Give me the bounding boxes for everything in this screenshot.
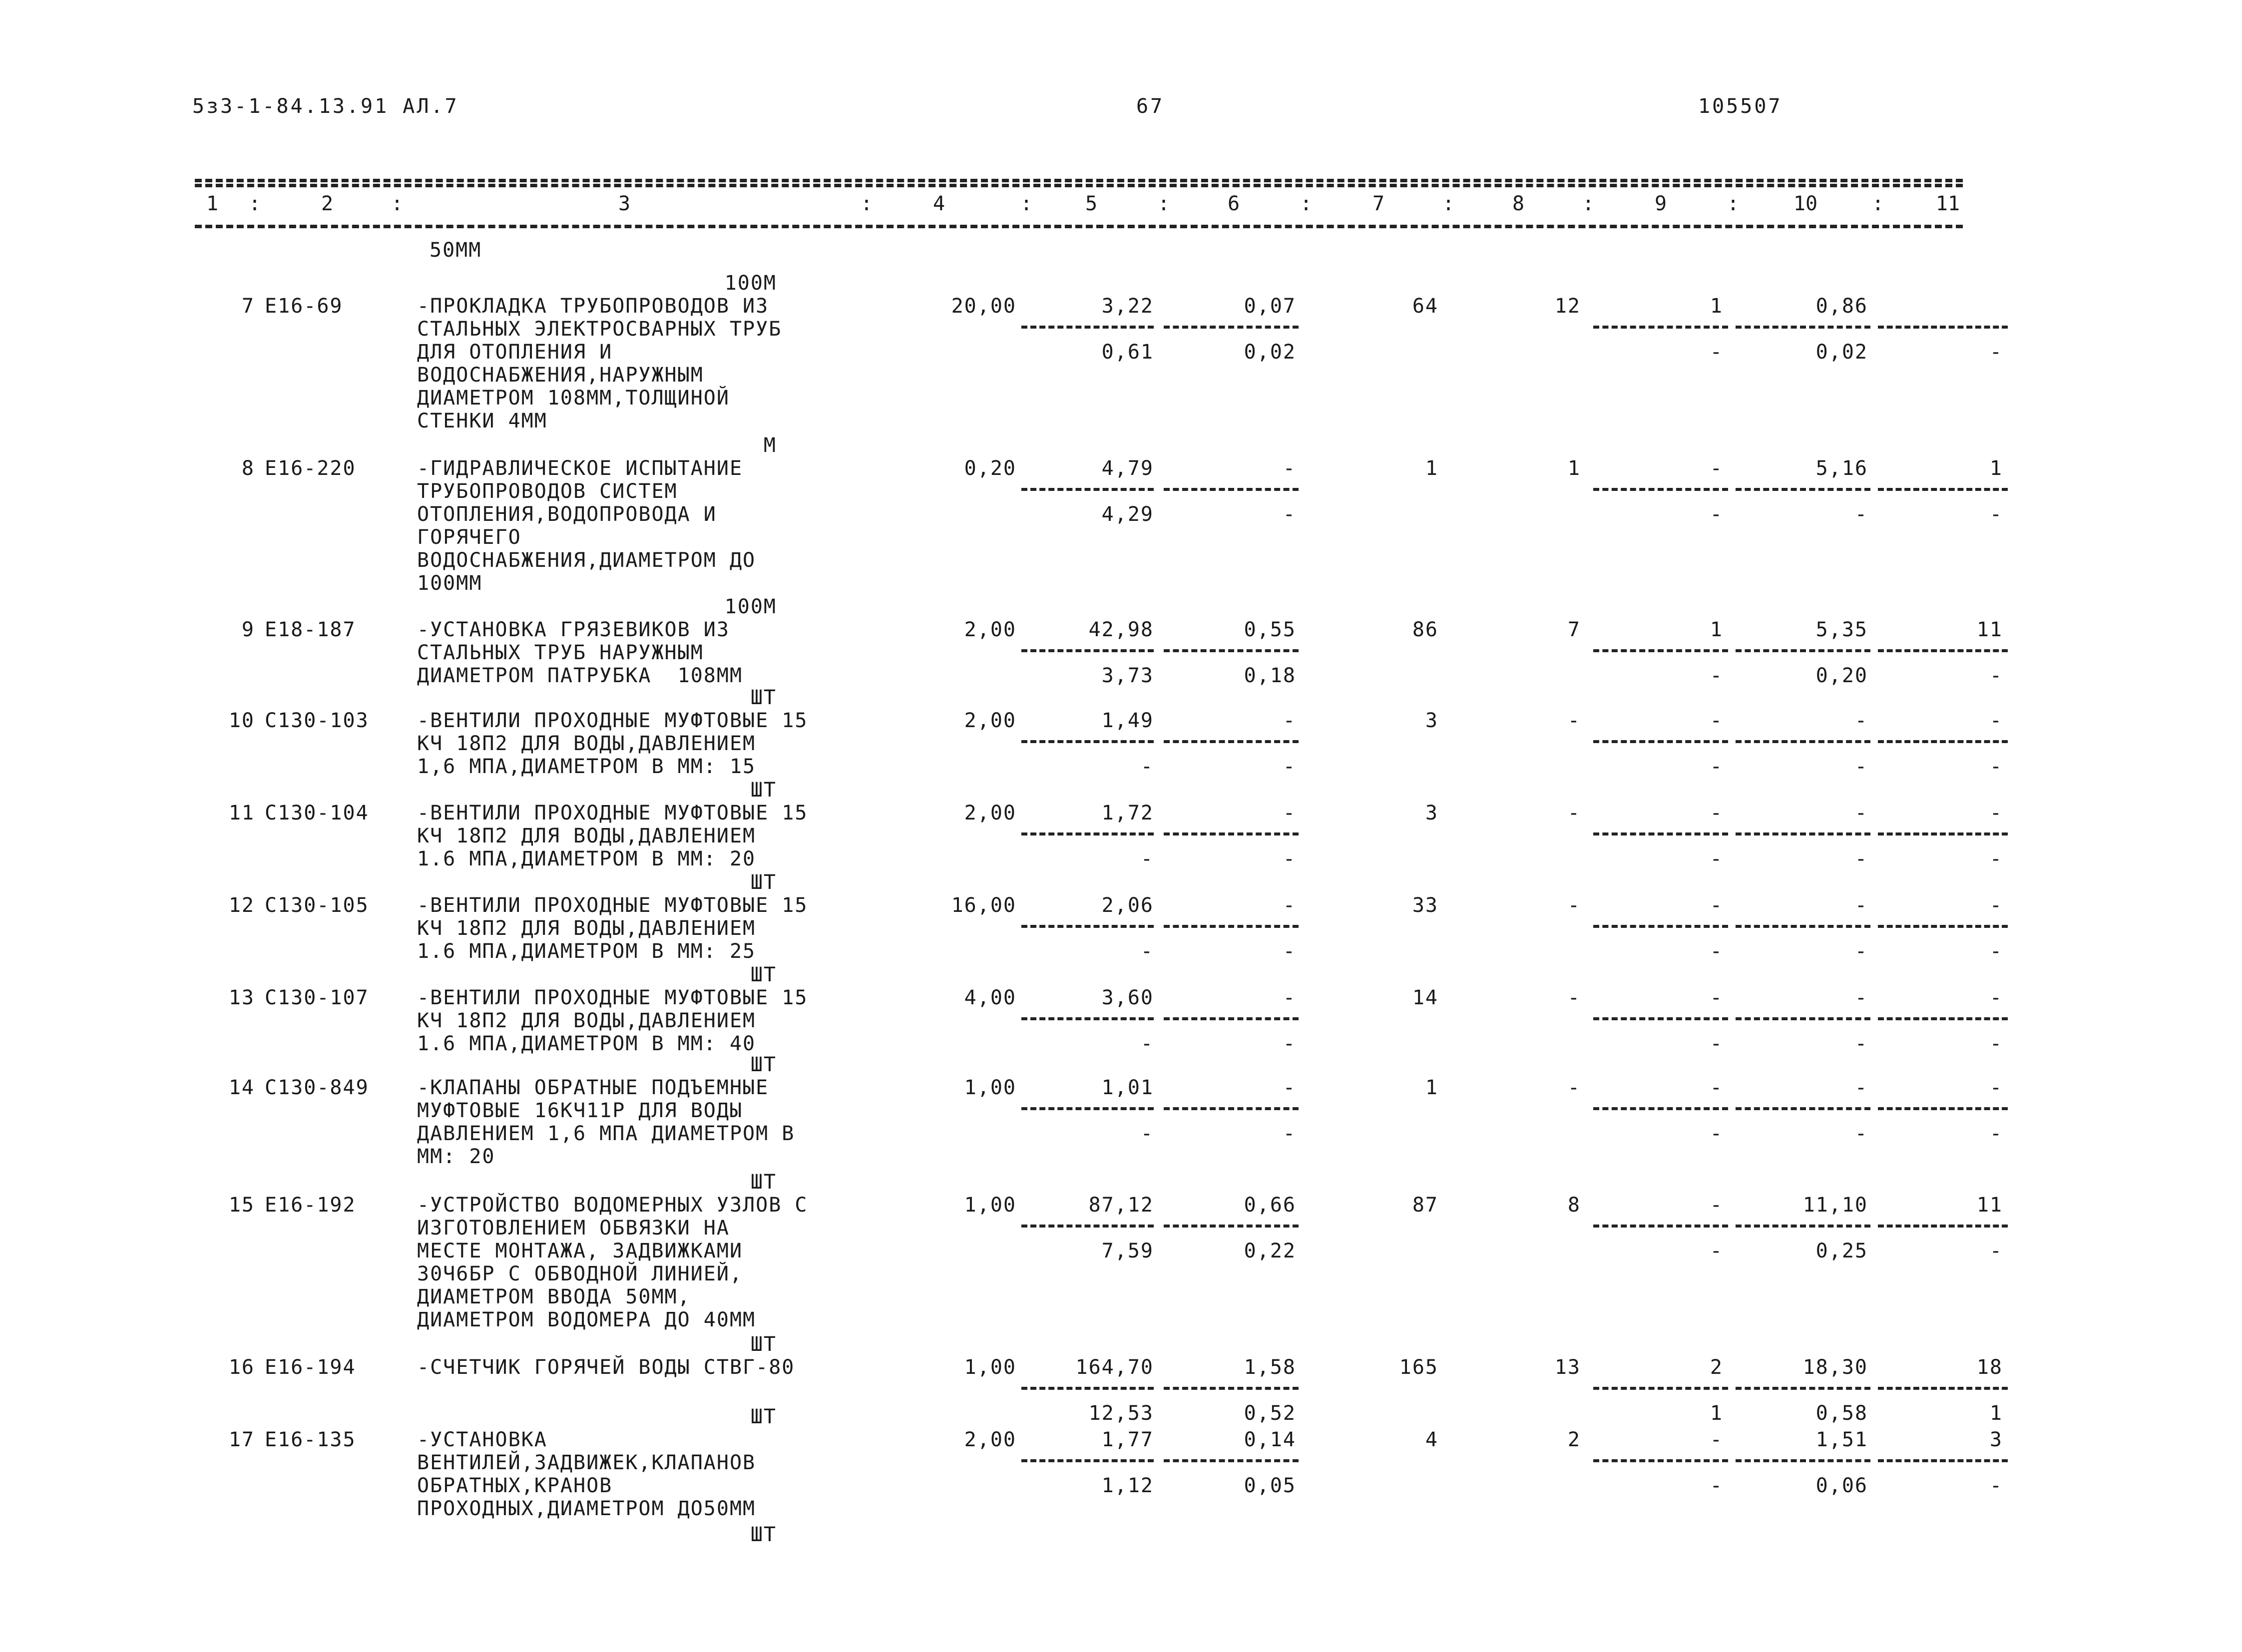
value-c8: -	[1567, 894, 1581, 917]
value-c9: -	[1710, 1194, 1723, 1217]
value-c11: 11	[1976, 1194, 2003, 1217]
table-top-rule-2	[195, 184, 1963, 187]
row-number: 14	[228, 1076, 255, 1099]
row-number: 13	[228, 986, 255, 1009]
value-c11: 3	[1989, 1428, 2003, 1451]
value-qty: 1,00	[964, 1076, 1016, 1099]
work-description: -СЧЕТЧИК ГОРЯЧЕЙ ВОДЫ СТВГ-80	[417, 1356, 795, 1379]
column-separator: :	[1300, 192, 1313, 215]
subvalue-c10: -	[1854, 755, 1868, 778]
work-description: -ПРОКЛАДКА ТРУБОПРОВОДОВ ИЗ СТАЛЬНЫХ ЭЛЕКТРОСВАРНЫХ ТРУБ ДЛЯ ОТОПЛЕНИЯ И ВОДОСНАБЖЕНИЯ,НАРУЖНЫМ ДИАМЕТРОМ 108ММ,ТОЛЩИНОЙ СТЕНКИ 4ММ	[417, 295, 782, 432]
rate-code: Е16-220	[265, 457, 356, 480]
value-c10: 5,35	[1815, 618, 1868, 641]
subvalue-c6: 0,02	[1244, 341, 1296, 364]
row-number: 11	[228, 802, 255, 825]
subvalue-c5: -	[1140, 847, 1154, 870]
separator-line-c9	[1593, 326, 1728, 329]
value-c7: 33	[1412, 894, 1438, 917]
work-description: -ВЕНТИЛИ ПРОХОДНЫЕ МУФТОВЫЕ 15 КЧ 18П2 ДЛЯ ВОДЫ,ДАВЛЕНИЕМ 1.6 МПА,ДИАМЕТРОМ В ММ: 25	[417, 894, 808, 963]
separator-line-c10	[1736, 925, 1870, 928]
column-separator: :	[1582, 192, 1595, 215]
separator-line-c11	[1878, 1387, 2008, 1390]
work-description: -УСТАНОВКА ГРЯЗЕВИКОВ ИЗ СТАЛЬНЫХ ТРУБ НАРУЖНЫМ ДИАМЕТРОМ ПАТРУБКА 108ММ	[417, 618, 743, 687]
separator-line-c11	[1878, 832, 2008, 835]
separator-line-c11	[1878, 1459, 2008, 1462]
work-description: -ВЕНТИЛИ ПРОХОДНЫЕ МУФТОВЫЕ 15 КЧ 18П2 ДЛЯ ВОДЫ,ДАВЛЕНИЕМ 1.6 МПА,ДИАМЕТРОМ В ММ: 20	[417, 802, 808, 870]
unit-label: ШТ	[750, 871, 777, 894]
work-description: -ВЕНТИЛИ ПРОХОДНЫЕ МУФТОВЫЕ 15 КЧ 18П2 ДЛЯ ВОДЫ,ДАВЛЕНИЕМ 1,6 МПА,ДИАМЕТРОМ В ММ: 15	[417, 709, 808, 778]
separator-line-c6	[1164, 1017, 1299, 1020]
value-c6: -	[1283, 457, 1296, 480]
column-header-6: 6	[1227, 192, 1240, 215]
rate-code: Е18-187	[265, 618, 356, 641]
column-header-9: 9	[1654, 192, 1667, 215]
value-c10: 5,16	[1815, 457, 1868, 480]
subvalue-c11: -	[1989, 664, 2003, 687]
value-c7: 1	[1425, 1076, 1438, 1099]
rate-code: С130-104	[265, 802, 369, 825]
subvalue-c9: -	[1710, 1122, 1723, 1145]
value-c8: -	[1567, 1076, 1581, 1099]
subvalue-c5: -	[1140, 1032, 1154, 1055]
value-c11: -	[1989, 986, 2003, 1009]
separator-line-c6	[1164, 832, 1299, 835]
column-header-10: 10	[1793, 192, 1818, 215]
separator-line-c11	[1878, 326, 2008, 329]
value-qty: 20,00	[951, 295, 1016, 318]
value-c8: 12	[1554, 295, 1581, 318]
value-c10: -	[1854, 986, 1868, 1009]
subvalue-c6: -	[1283, 755, 1296, 778]
column-separator: :	[248, 192, 261, 215]
separator-line-c11	[1878, 1017, 2008, 1020]
subvalue-c6: -	[1283, 1122, 1296, 1145]
subvalue-c9: -	[1710, 1032, 1723, 1055]
work-description: -ВЕНТИЛИ ПРОХОДНЫЕ МУФТОВЫЕ 15 КЧ 18П2 ДЛЯ ВОДЫ,ДАВЛЕНИЕМ 1.6 МПА,ДИАМЕТРОМ В ММ: 40	[417, 986, 808, 1055]
subvalue-c5: -	[1140, 755, 1154, 778]
separator-line-c9	[1593, 1387, 1728, 1390]
row-number: 9	[241, 618, 255, 641]
value-c5: 42,98	[1088, 618, 1154, 641]
column-separator: :	[860, 192, 873, 215]
value-c11: -	[1989, 709, 2003, 732]
separator-line-c9	[1593, 1225, 1728, 1228]
column-header-7: 7	[1372, 192, 1385, 215]
separator-line-c10	[1736, 326, 1870, 329]
separator-line-c6	[1164, 1225, 1299, 1228]
column-separator: :	[1157, 192, 1170, 215]
separator-line-c5	[1021, 1107, 1154, 1110]
value-c7: 1	[1425, 457, 1438, 480]
separator-line-c10	[1736, 1107, 1870, 1110]
subvalue-c11: -	[1989, 1122, 2003, 1145]
subvalue-c5: 4,29	[1101, 503, 1154, 526]
separator-line-c10	[1736, 649, 1870, 652]
separator-line-c9	[1593, 1017, 1728, 1020]
value-c5: 3,22	[1101, 295, 1154, 318]
value-c7: 64	[1412, 295, 1438, 318]
separator-line-c10	[1736, 488, 1870, 491]
row-number: 12	[228, 894, 255, 917]
value-qty: 4,00	[964, 986, 1016, 1009]
separator-line-c5	[1021, 1225, 1154, 1228]
work-description: -УСТРОЙСТВО ВОДОМЕРНЫХ УЗЛОВ С ИЗГОТОВЛЕНИЕМ ОБВЯЗКИ НА МЕСТЕ МОНТАЖА, ЗАДВИЖКАМИ 30Ч6БР С ОБВОДНОЙ ЛИНИЕЙ, ДИАМЕТРОМ ВВОДА 50ММ, ДИАМЕТРОМ ВОДОМЕРА ДО 40ММ	[417, 1194, 808, 1331]
work-description: -ГИДРАВЛИЧЕСКОЕ ИСПЫТАНИЕ ТРУБОПРОВОДОВ СИСТЕМ ОТОПЛЕНИЯ,ВОДОПРОВОДА И ГОРЯЧЕГО ВОДОСНАБЖЕНИЯ,ДИАМЕТРОМ ДО 100ММ	[417, 457, 756, 595]
value-c5: 3,60	[1101, 986, 1154, 1009]
separator-line-c6	[1164, 740, 1299, 743]
value-c7: 165	[1399, 1356, 1438, 1379]
column-header-3: 3	[618, 192, 631, 215]
value-c6: 0,66	[1244, 1194, 1296, 1217]
subvalue-c6: -	[1283, 503, 1296, 526]
separator-line-c9	[1593, 925, 1728, 928]
value-qty: 2,00	[964, 618, 1016, 641]
subvalue-c11: -	[1989, 755, 2003, 778]
subvalue-c10: 0,06	[1815, 1474, 1868, 1497]
subvalue-c11: -	[1989, 1474, 2003, 1497]
column-header-11: 11	[1935, 192, 1960, 215]
value-c6: 1,58	[1244, 1356, 1296, 1379]
column-header-2: 2	[321, 192, 334, 215]
separator-line-c9	[1593, 488, 1728, 491]
column-header-5: 5	[1085, 192, 1098, 215]
separator-line-c5	[1021, 832, 1154, 835]
subvalue-c6: -	[1283, 847, 1296, 870]
value-c9: 1	[1710, 618, 1723, 641]
value-c5: 4,79	[1101, 457, 1154, 480]
subvalue-c9: 1	[1710, 1402, 1723, 1425]
rate-code: С130-849	[265, 1076, 369, 1099]
separator-line-c10	[1736, 1225, 1870, 1228]
subvalue-c5: 1,12	[1101, 1474, 1154, 1497]
value-qty: 2,00	[964, 802, 1016, 825]
value-c7: 14	[1412, 986, 1438, 1009]
separator-line-c6	[1164, 649, 1299, 652]
separator-line-c9	[1593, 832, 1728, 835]
subvalue-c5: 3,73	[1101, 664, 1154, 687]
subvalue-c10: 0,25	[1815, 1239, 1868, 1262]
row-number: 17	[228, 1428, 255, 1451]
subvalue-c10: -	[1854, 1032, 1868, 1055]
column-separator: :	[1020, 192, 1033, 215]
separator-line-c6	[1164, 326, 1299, 329]
value-c10: 0,86	[1815, 295, 1868, 318]
subvalue-c10: -	[1854, 940, 1868, 963]
value-c9: -	[1710, 986, 1723, 1009]
rate-code: С130-105	[265, 894, 369, 917]
value-c10: -	[1854, 1076, 1868, 1099]
subvalue-c11: -	[1989, 503, 2003, 526]
column-separator: :	[1871, 192, 1884, 215]
subvalue-c5: -	[1140, 940, 1154, 963]
value-c5: 1,01	[1101, 1076, 1154, 1099]
value-c8: -	[1567, 802, 1581, 825]
value-c11: -	[1989, 894, 2003, 917]
value-c9: -	[1710, 894, 1723, 917]
separator-line-c6	[1164, 488, 1299, 491]
value-c6: -	[1283, 802, 1296, 825]
value-c7: 87	[1412, 1194, 1438, 1217]
work-description: -КЛАПАНЫ ОБРАТНЫЕ ПОДЪЕМНЫЕ МУФТОВЫЕ 16КЧ11Р ДЛЯ ВОДЫ ДАВЛЕНИЕМ 1,6 МПА ДИАМЕТРОМ В ММ: 20	[417, 1076, 795, 1168]
unit-label: ШТ	[750, 1405, 777, 1428]
lead-unit: 50ММ	[430, 239, 482, 262]
value-c10: 11,10	[1802, 1194, 1868, 1217]
work-description: -УСТАНОВКА ВЕНТИЛЕЙ,ЗАДВИЖЕК,КЛАПАНОВ ОБРАТНЫХ,КРАНОВ ПРОХОДНЫХ,ДИАМЕТРОМ ДО50ММ	[417, 1428, 756, 1520]
unit-label: ШТ	[750, 686, 777, 709]
table-header-rule	[195, 225, 1963, 228]
value-c11: 11	[1976, 618, 2003, 641]
value-c7: 4	[1425, 1428, 1438, 1451]
column-header-8: 8	[1512, 192, 1525, 215]
value-c8: 1	[1567, 457, 1581, 480]
value-c7: 3	[1425, 802, 1438, 825]
rate-code: Е16-135	[265, 1428, 356, 1451]
subvalue-c6: 0,52	[1244, 1402, 1296, 1425]
doc-number: 105507	[1698, 95, 1783, 118]
subvalue-c9: -	[1710, 1239, 1723, 1262]
value-c11: -	[1989, 802, 2003, 825]
subvalue-c5: -	[1140, 1122, 1154, 1145]
row-number: 15	[228, 1194, 255, 1217]
unit-label: 100М	[724, 595, 777, 618]
separator-line-c10	[1736, 1017, 1870, 1020]
separator-line-c10	[1736, 740, 1870, 743]
subvalue-c6: 0,22	[1244, 1239, 1296, 1262]
unit-label: 100М	[724, 272, 777, 295]
subvalue-c10: -	[1854, 1122, 1868, 1145]
value-c9: -	[1710, 1428, 1723, 1451]
separator-line-c6	[1164, 925, 1299, 928]
separator-line-c11	[1878, 925, 2008, 928]
separator-line-c5	[1021, 1459, 1154, 1462]
subvalue-c9: -	[1710, 755, 1723, 778]
value-c11: -	[1989, 1076, 2003, 1099]
value-c11: 18	[1976, 1356, 2003, 1379]
rate-code: С130-107	[265, 986, 369, 1009]
subvalue-c6: 0,05	[1244, 1474, 1296, 1497]
value-c5: 87,12	[1088, 1194, 1154, 1217]
value-c9: 2	[1710, 1356, 1723, 1379]
subvalue-c10: 0,02	[1815, 341, 1868, 364]
separator-line-c9	[1593, 1107, 1728, 1110]
page-number: 67	[1136, 95, 1165, 118]
separator-line-c9	[1593, 649, 1728, 652]
value-c5: 1,49	[1101, 709, 1154, 732]
separator-line-c6	[1164, 1459, 1299, 1462]
unit-label: ШТ	[750, 963, 777, 986]
separator-line-c6	[1164, 1387, 1299, 1390]
subvalue-c6: -	[1283, 1032, 1296, 1055]
subvalue-c6: -	[1283, 940, 1296, 963]
subvalue-c9: -	[1710, 503, 1723, 526]
value-c9: 1	[1710, 295, 1723, 318]
separator-line-c10	[1736, 1387, 1870, 1390]
subvalue-c11: -	[1989, 1032, 2003, 1055]
separator-line-c11	[1878, 1225, 2008, 1228]
subvalue-c9: -	[1710, 664, 1723, 687]
value-qty: 2,00	[964, 709, 1016, 732]
doc-code: 5з3-1-84.13.91 АЛ.7	[192, 95, 459, 118]
separator-line-c9	[1593, 740, 1728, 743]
rate-code: Е16-69	[265, 295, 343, 318]
value-c5: 2,06	[1101, 894, 1154, 917]
column-header-1: 1	[206, 192, 219, 215]
separator-line-c5	[1021, 488, 1154, 491]
separator-line-c5	[1021, 326, 1154, 329]
row-number: 8	[241, 457, 255, 480]
value-c8: -	[1567, 709, 1581, 732]
subvalue-c5: 7,59	[1101, 1239, 1154, 1262]
unit-label: ШТ	[750, 1523, 777, 1546]
subvalue-c10: 0,58	[1815, 1402, 1868, 1425]
separator-line-c9	[1593, 1459, 1728, 1462]
value-c6: -	[1283, 894, 1296, 917]
rate-code: Е16-192	[265, 1194, 356, 1217]
subvalue-c11: 1	[1989, 1402, 2003, 1425]
subvalue-c9: -	[1710, 940, 1723, 963]
separator-line-c10	[1736, 1459, 1870, 1462]
value-c6: -	[1283, 1076, 1296, 1099]
subvalue-c5: 0,61	[1101, 341, 1154, 364]
column-separator: :	[391, 192, 404, 215]
value-qty: 1,00	[964, 1356, 1016, 1379]
row-number: 7	[241, 295, 255, 318]
subvalue-c11: -	[1989, 847, 2003, 870]
value-c6: 0,14	[1244, 1428, 1296, 1451]
subvalue-c5: 12,53	[1088, 1402, 1154, 1425]
value-c6: 0,55	[1244, 618, 1296, 641]
column-separator: :	[1727, 192, 1740, 215]
unit-label: ШТ	[750, 1053, 777, 1076]
subvalue-c9: -	[1710, 847, 1723, 870]
subvalue-c10: -	[1854, 847, 1868, 870]
column-header-4: 4	[932, 192, 945, 215]
value-c8: 2	[1567, 1428, 1581, 1451]
subvalue-c11: -	[1989, 1239, 2003, 1262]
separator-line-c11	[1878, 488, 2008, 491]
column-separator: :	[1442, 192, 1455, 215]
separator-line-c5	[1021, 925, 1154, 928]
value-c11: 1	[1989, 457, 2003, 480]
row-number: 16	[228, 1356, 255, 1379]
separator-line-c5	[1021, 1017, 1154, 1020]
value-c10: 1,51	[1815, 1428, 1868, 1451]
separator-line-c6	[1164, 1107, 1299, 1110]
value-c8: -	[1567, 986, 1581, 1009]
row-number: 10	[228, 709, 255, 732]
value-c7: 86	[1412, 618, 1438, 641]
value-qty: 1,00	[964, 1194, 1016, 1217]
separator-line-c10	[1736, 832, 1870, 835]
rate-code: С130-103	[265, 709, 369, 732]
value-c8: 7	[1567, 618, 1581, 641]
value-c8: 13	[1554, 1356, 1581, 1379]
separator-line-c5	[1021, 1387, 1154, 1390]
value-c10: -	[1854, 709, 1868, 732]
subvalue-c9: -	[1710, 341, 1723, 364]
value-c10: -	[1854, 894, 1868, 917]
rate-code: Е16-194	[265, 1356, 356, 1379]
value-qty: 2,00	[964, 1428, 1016, 1451]
value-c9: -	[1710, 457, 1723, 480]
value-c10: -	[1854, 802, 1868, 825]
subvalue-c6: 0,18	[1244, 664, 1296, 687]
unit-label: М	[763, 434, 777, 457]
separator-line-c11	[1878, 649, 2008, 652]
unit-label: ШТ	[750, 779, 777, 802]
value-c6: 0,07	[1244, 295, 1296, 318]
value-c9: -	[1710, 709, 1723, 732]
separator-line-c11	[1878, 740, 2008, 743]
value-c10: 18,30	[1802, 1356, 1868, 1379]
subvalue-c10: -	[1854, 503, 1868, 526]
value-c6: -	[1283, 709, 1296, 732]
separator-line-c11	[1878, 1107, 2008, 1110]
value-c9: -	[1710, 802, 1723, 825]
value-c7: 3	[1425, 709, 1438, 732]
subvalue-c9: -	[1710, 1474, 1723, 1497]
separator-line-c5	[1021, 740, 1154, 743]
value-c5: 164,70	[1075, 1356, 1154, 1379]
value-c6: -	[1283, 986, 1296, 1009]
value-qty: 16,00	[951, 894, 1016, 917]
table-top-rule	[195, 179, 1963, 182]
value-c5: 1,77	[1101, 1428, 1154, 1451]
subvalue-c10: 0,20	[1815, 664, 1868, 687]
separator-line-c5	[1021, 649, 1154, 652]
value-c8: 8	[1567, 1194, 1581, 1217]
value-c5: 1,72	[1101, 802, 1154, 825]
unit-label: ШТ	[750, 1333, 777, 1356]
unit-label: ШТ	[750, 1171, 777, 1194]
subvalue-c11: -	[1989, 940, 2003, 963]
value-c9: -	[1710, 1076, 1723, 1099]
subvalue-c11: -	[1989, 341, 2003, 364]
value-qty: 0,20	[964, 457, 1016, 480]
